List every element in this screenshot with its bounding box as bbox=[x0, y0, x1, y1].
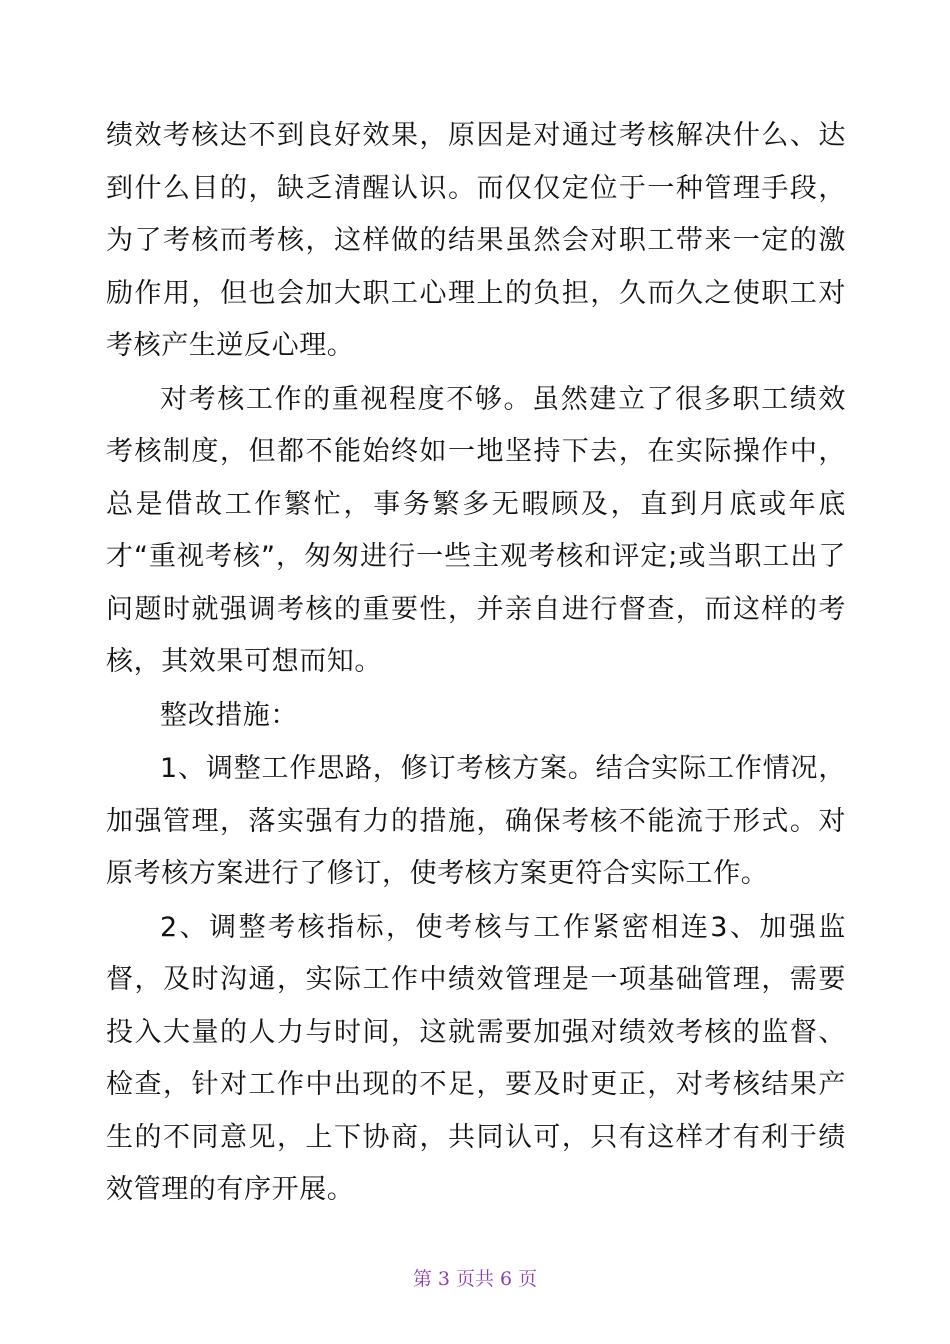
paragraph-measure-2: 2、调整考核指标，使考核与工作紧密相连3、加强监督，及时沟通，实际工作中绩效管理是一项基础管理，需要投入大量的人力与时间，这就需要加强对绩效考核的监督、检查，针对工作中出现的不足，要及时更正，对考核结果产生的不同意见，上下协商，共同认可，只有这样才有利于绩效管理的有序开展。 bbox=[106, 911, 846, 1205]
paragraph-appraisal-cause: 绩效考核达不到良好效果，原因是对通过考核解决什么、达到什么目的，缺乏清醒认识。而仅仅定位于一种管理手段，为了考核而考核，这样做的结果虽然会对职工带来一定的激励作用，但也会加大职工心理上的负担，久而久之使职工对考核产生逆反心理。 bbox=[106, 120, 846, 361]
paragraph-rectification-heading: 整改措施： bbox=[160, 699, 298, 731]
paragraph-insufficient-attention: 对考核工作的重视程度不够。虽然建立了很多职工绩效考核制度，但都不能始终如一地坚持下去，在实际操作中，总是借故工作繁忙，事务繁多无暇顾及，直到月底或年底才“重视考核”，匆匆进行一些主观考核和评定;或当职工出了问题时就强调考核的重要性，并亲自进行督查，而这样的考核，其效果可想而知。 bbox=[106, 383, 846, 677]
document-body bbox=[106, 110, 846, 1217]
paragraph-measure-1: 1、调整工作思路，修订考核方案。结合实际工作情况，加强管理，落实强有力的措施，确保考核不能流于形式。对原考核方案进行了修订，使考核方案更符合实际工作。 bbox=[106, 753, 846, 889]
page-number-footer: 第 3 页共 6 页 bbox=[412, 1268, 538, 1290]
